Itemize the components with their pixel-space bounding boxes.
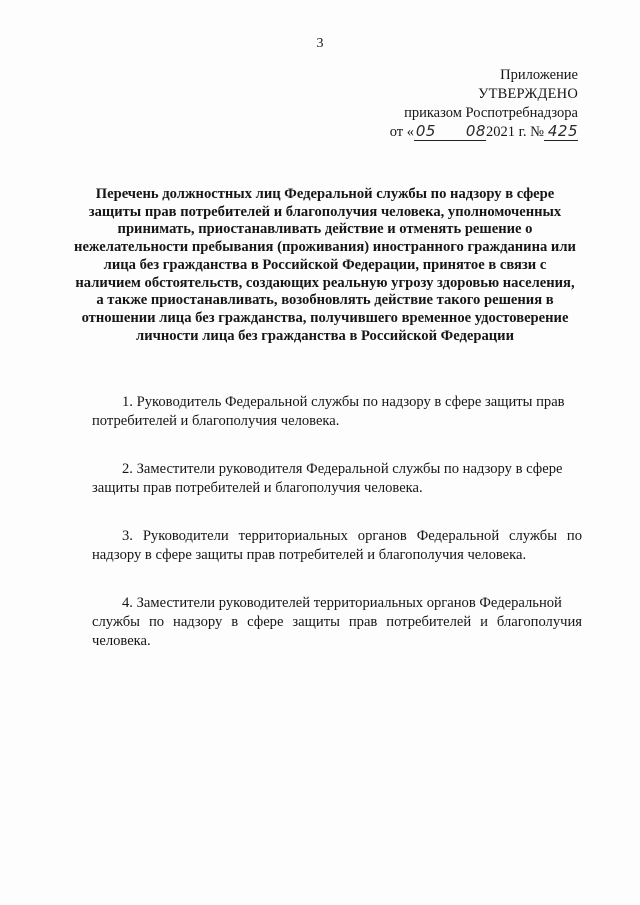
title-line: отношении лица без гражданства, получившего временное удостоверение xyxy=(81,309,569,326)
title-line: защиты прав потребителей и благополучия человека, уполномоченных xyxy=(88,203,562,220)
order-number-handwritten: 425 xyxy=(547,122,578,140)
page-number: 3 xyxy=(316,36,324,51)
list-item xyxy=(92,594,582,651)
date-day-handwritten: 05 xyxy=(415,122,436,140)
list-item-line: потребителей и благополучия человека. xyxy=(92,413,340,429)
title-line: а также приостанавливать, возобновлять действие такого решения в xyxy=(96,292,554,309)
title-line: Перечень должностных лиц Федеральной службы по надзору в сфере xyxy=(95,186,555,202)
date-year: 2021 г. № xyxy=(485,124,544,140)
title-line: принимать, приостанавливать действие и отменять решение о xyxy=(117,221,533,238)
list-item-line: 4. Заместители руководителей территориальных органов Федеральной xyxy=(122,595,562,611)
list-item-line: службы по надзору в сфере защиты прав потребителей и благополучия xyxy=(92,614,582,630)
approved-label: УТВЕРЖДЕНО xyxy=(478,86,578,102)
list-item-line: человека. xyxy=(92,633,151,649)
title-line: нежелательности пребывания (проживания) иностранного гражданина или xyxy=(74,239,576,256)
officials-list xyxy=(92,393,582,680)
list-item xyxy=(92,460,582,498)
list-item-line: 2. Заместители руководителя Федеральной службы по надзору в сфере xyxy=(122,461,563,477)
approval-block xyxy=(318,66,578,142)
date-prefix: от « xyxy=(389,124,414,140)
date-month-handwritten: 08 xyxy=(465,122,486,140)
title-line: наличием обстоятельств, создающих реальную угрозу здоровью населения, xyxy=(75,274,575,291)
order-date-line xyxy=(318,123,578,142)
list-item-line: 1. Руководитель Федеральной службы по надзору в сфере защиты прав xyxy=(122,394,565,410)
list-item-line: 3. Руководители территориальных органов Федеральной службы по xyxy=(122,528,582,544)
title-line: лица без гражданства в Российской Федерации, принятое в связи с xyxy=(103,256,547,273)
list-item-line: надзору в сфере защиты прав потребителей и благополучия человека. xyxy=(92,547,527,563)
list-item xyxy=(92,393,582,431)
title-line: личности лица без гражданства в Российской Федерации xyxy=(136,327,514,344)
list-item xyxy=(92,527,582,565)
document-title xyxy=(60,186,590,345)
appendix-label: Приложение xyxy=(500,67,578,83)
list-item-line: защиты прав потребителей и благополучия человека. xyxy=(92,480,423,496)
order-issuer: приказом Роспотребнадзора xyxy=(404,105,578,121)
